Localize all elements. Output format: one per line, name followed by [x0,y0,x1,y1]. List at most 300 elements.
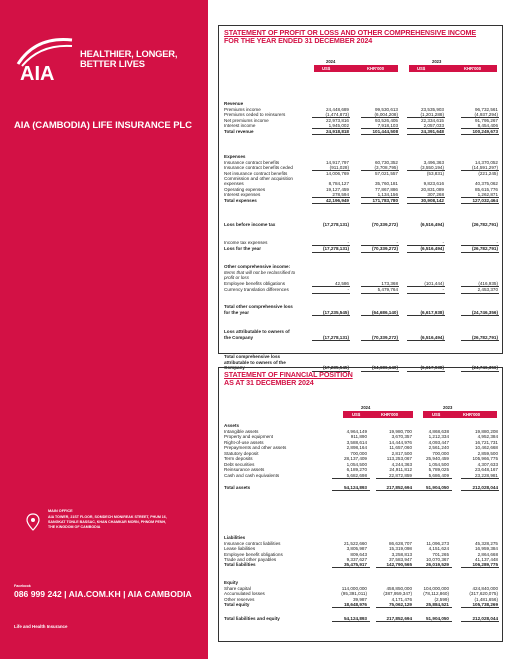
row-value: (24,746,356) [471,310,498,315]
row-label: Property and equipment [224,434,274,439]
row-value: 4,171,476 [391,597,412,602]
row-value: (317,620,075) [469,591,498,596]
rule-line [312,245,350,246]
row-label: Items that will not be reclassified to [224,270,296,275]
row-label: Net insurance contract benefits [224,171,288,176]
row-label: Revenue [224,101,244,106]
row-value: (3,708,795) [374,165,398,170]
row-value: 11,657,060 [389,445,412,450]
row-value: 101,444,508 [372,129,398,134]
row-label: Right-of-use assets [224,440,264,445]
row-value: 20,831,089 [421,187,444,192]
rule-line [376,567,414,568]
rule-line [414,621,452,622]
row-value: (1,474,873) [325,112,349,117]
row-value: 24,391,648 [421,129,444,134]
row-value: 85,615,776 [475,187,498,192]
row-value: 19,980,700 [389,429,412,434]
currency-label: KHR'000 [463,412,481,418]
row-value: (26,782,791) [471,335,498,340]
row-value: 6,189,270 [346,467,367,472]
row-label: Share capital [224,586,251,591]
rule-line [407,203,445,204]
row-label: Total expenses [224,198,257,203]
row-label: Company [224,365,245,370]
financial-position-title [224,371,353,387]
row-label: Net premiums income [224,118,269,123]
office-address-line: AIA TOWER, 21ST FLOOR, SOMDECH MONIREAK STREET, PHUM 16, [48,515,167,519]
row-value: 35,760,181 [375,181,398,186]
year-header-2024: 2024 [326,59,336,64]
rule-line [407,170,445,171]
rule-line [461,128,499,129]
row-value: (221,245) [478,171,498,176]
row-value: (2,599) [434,597,449,602]
row-value: (70,339,272) [371,222,398,227]
contact-label: Facebook [14,584,31,588]
rule-line [461,315,499,316]
row-value: (78,112,860) [423,591,449,596]
row-value: 1,054,500 [346,462,367,467]
row-label: Operating expenses [224,187,266,192]
rule-line [312,286,350,287]
row-value: 35,475,917 [344,562,367,567]
rule-line [332,621,370,622]
row-label: Interest expenses [224,192,261,197]
row-label: the Company [224,335,254,340]
row-value: 96,732,561 [475,107,498,112]
row-value: 4,151,624 [428,546,449,551]
row-value: - [442,287,444,292]
currency-label: US$ [417,66,426,72]
row-label: Assets [224,423,240,428]
rule-line [461,252,499,253]
profit-loss-title-line-1: STATEMENT OF PROFIT OR LOSS AND OTHER COMPREHENSIVE INCOME [224,28,477,37]
currency-label: US$ [352,412,361,418]
row-value: 212,028,044 [472,616,498,621]
row-value: 8,454,406 [477,123,498,128]
row-label: profit or loss [224,275,250,280]
currency-label: US$ [322,66,331,72]
rule-line [312,293,350,294]
rule-line [361,170,399,171]
row-label: Equity [224,580,239,585]
rule-line [407,315,445,316]
row-value: (6,004,208) [374,112,398,117]
row-value: 14,370,052 [475,160,498,165]
row-label: Other reserves [224,597,255,602]
row-value: (14,591,297) [471,165,498,170]
row-value: 809,643 [350,552,367,557]
rule-line [461,203,499,204]
row-value: (1,201,288) [420,112,444,117]
profit-loss-title-line-2: FOR THE YEAR ENDED 31 DECEMBER 2024 [224,36,373,46]
rule-line [461,286,499,287]
rule-line [361,134,399,135]
financial-position-statement [218,367,503,642]
aia-logo-mark [14,34,76,82]
row-value: 1,212,334 [428,434,449,439]
rule-line [312,170,350,171]
rule-line [407,340,445,341]
row-value: (64,686,140) [371,310,398,315]
row-label: Premiums income [224,107,261,112]
financial-position-title-line-2: AS AT 31 DECEMBER 2024 [224,378,314,388]
row-value: 4,868,638 [428,429,449,434]
row-value: (101,444) [424,281,444,286]
row-value: 91,795,267 [475,118,498,123]
row-value: 171,783,780 [372,198,398,203]
row-value: 3,258,813 [391,552,412,557]
row-value: 25,884,521 [426,602,449,607]
row-value: 39,987 [352,597,367,602]
rule-line [332,490,370,491]
row-value: 14,444,976 [389,440,412,445]
row-label: Liabilities [224,535,246,540]
row-value: 127,032,464 [472,198,498,203]
row-label: Total comprehensive loss [224,354,281,359]
row-value: 45,328,275 [475,541,498,546]
rule-line [312,203,350,204]
row-value: 4,964,149 [346,429,367,434]
row-value: 424,840,000 [472,586,498,591]
row-value: (64,686,140) [371,365,398,370]
row-value: 3,670,357 [391,434,412,439]
currency-label: US$ [432,412,441,418]
brand-panel [0,0,208,659]
row-value: 99,530,613 [375,107,398,112]
rule-line [461,621,499,622]
year-header-2023: 2023 [432,59,442,64]
rule-line [461,478,499,479]
rule-line [461,490,499,491]
row-value: 37,583,947 [389,557,412,562]
row-label: Cash and cash equivalents [224,473,280,478]
row-value: (53,831) [426,171,444,176]
office-address [48,509,203,530]
row-value: 701,265 [432,552,449,557]
row-value: 105,738,269 [472,602,498,607]
row-value: 16,959,384 [475,546,498,551]
row-label: Prepayments and other assets [224,445,287,450]
row-value: 11,096,273 [426,541,449,546]
row-value: 173,368 [381,281,398,286]
row-value: 3,496,363 [423,160,444,165]
row-value: - [347,240,349,245]
rule-line [361,293,399,294]
row-value: (70,339,272) [371,335,398,340]
row-label: Total assets [224,485,251,490]
row-label: Total equity [224,602,250,607]
row-label: Accumulated losses [224,591,265,596]
row-value: (6,617,938) [420,310,444,315]
rule-line [461,293,499,294]
rule-line [407,252,445,253]
row-value: 19,127,459 [326,187,349,192]
currency-label: KHR'000 [367,66,385,72]
row-value: 21,522,660 [344,541,367,546]
rule-line [407,128,445,129]
row-value: 8,784,127 [328,181,349,186]
row-label: Reinsurance assets [224,467,265,472]
rule-line [312,315,350,316]
rule-line [361,117,399,118]
row-value: 22,334,615 [421,118,444,123]
row-label: Employee benefits obligations [224,281,286,286]
row-value: (4,937,294) [474,112,498,117]
row-value: 75,062,129 [389,602,412,607]
row-label: Debt securities [224,462,255,467]
row-value: 24,918,818 [326,129,349,134]
row-value: 2,817,500 [391,451,412,456]
rule-line [376,621,414,622]
row-value: 24,911,812 [389,467,412,472]
row-value: (17,278,131) [322,335,349,340]
row-value: 16,721,731 [475,440,498,445]
rule-line [376,490,414,491]
row-value: (911,028) [329,165,349,170]
row-value: (387,959,347) [383,591,412,596]
row-value: 458,850,000 [386,586,412,591]
rule-line [407,286,445,287]
row-label: Loss before income tax [224,222,276,227]
rule-line [414,478,452,479]
row-value: 14,917,797 [326,160,349,165]
currency-header-2023 [409,65,497,72]
row-label: attributable to owners of the [224,360,286,365]
row-value: 41,137,448 [475,557,498,562]
row-value: 26,019,529 [426,562,449,567]
profit-loss-title [224,29,476,45]
row-value: (70,339,272) [371,246,398,251]
rule-line [376,607,414,608]
row-value: 100,249,673 [472,129,498,134]
row-value: 1,262,871 [477,192,498,197]
year-header-2023: 2023 [443,405,453,410]
row-label: Insurance contract benefits ceded [224,165,293,170]
rule-line [407,245,445,246]
row-value: 15,319,098 [389,546,412,551]
rule-line [361,340,399,341]
row-value: 22,872,859 [389,473,412,478]
rule-line [361,128,399,129]
rule-line [407,134,445,135]
row-label: Insurance contract benefits [224,160,280,165]
row-label: Commission and other acquisition [224,176,293,181]
row-label: Total revenue [224,129,254,134]
logo-text: AIA [20,63,55,82]
rule-line [414,490,452,491]
rule-line [312,340,350,341]
row-value: 9,823,616 [423,181,444,186]
row-value: 307,268 [427,192,444,197]
row-value: (6,516,494) [420,222,444,227]
row-value: 217,852,694 [386,485,412,490]
currency-label: KHR'000 [464,66,482,72]
row-value: - [396,240,398,245]
rule-line [461,245,499,246]
row-value: 2,453,370 [477,287,498,292]
row-label: Total other comprehensive loss [224,304,293,309]
row-value: 4,307,633 [477,462,498,467]
rule-line [461,197,499,198]
row-value: 5,682,698 [346,473,367,478]
rule-line [407,117,445,118]
rule-line [312,252,350,253]
row-value: 5,686,409 [428,473,449,478]
row-value: 60,730,352 [375,160,398,165]
rule-line [461,567,499,568]
row-value: 4,244,363 [391,462,412,467]
row-value: (17,235,545) [322,310,349,315]
row-value: 54,124,893 [344,485,367,490]
financial-position-title-line-1: STATEMENT OF FINANCIAL POSITION [224,370,353,379]
row-label: Interest income [224,123,256,128]
row-value: 10,070,367 [426,557,449,562]
row-label: Statutory deposit [224,451,259,456]
row-value: (26,782,791) [471,222,498,227]
row-value: 105,966,775 [472,456,498,461]
row-value: - [442,240,444,245]
rule-line [407,197,445,198]
row-label: Premiums ceded to reinsurers [224,112,286,117]
rule-line [376,478,414,479]
row-value: 23,648,167 [475,467,498,472]
row-value: 104,000,000 [423,586,449,591]
row-value: 2,561,240 [428,445,449,450]
row-value: 3,805,987 [346,546,367,551]
row-label: for the year [224,310,250,315]
row-value: 2,898,164 [346,445,367,450]
row-label: Loss attributable to owners of [224,329,290,334]
row-label: Employee benefit obligations [224,552,283,557]
row-value: 25,940,459 [426,456,449,461]
rule-line [361,252,399,253]
row-value: (24,746,356) [471,365,498,370]
row-value: 93,526,405 [375,118,398,123]
rule-line [361,245,399,246]
currency-header-2023 [423,411,497,418]
rule-line [461,607,499,608]
location-pin-icon [26,513,40,531]
tagline-line-1: HEALTHIER, LONGER, [80,48,178,59]
row-value: (6,617,938) [420,365,444,370]
row-value: 10,462,668 [475,445,498,450]
row-value: 9,337,627 [346,557,367,562]
row-value: (416,935) [478,281,498,286]
row-label: Other comprehensive income: [224,264,291,269]
rule-line [312,197,350,198]
currency-header-2024 [314,65,398,72]
rule-line [461,170,499,171]
row-label: expenses [224,181,244,186]
row-value: 5,789,025 [428,467,449,472]
row-value: 24,448,689 [326,107,349,112]
row-value: 51,904,050 [426,485,449,490]
row-value: 4,952,384 [477,434,498,439]
row-value: (17,278,131) [322,222,349,227]
row-value: (6,516,494) [420,246,444,251]
rule-line [312,117,350,118]
office-address-line: THE KINGDOM OF CAMBODIA [48,525,101,529]
rule-line [461,134,499,135]
row-value: 278,594 [332,192,349,197]
rule-line [361,286,399,287]
rule-line [414,607,452,608]
rule-line [332,567,370,568]
row-value: - [347,287,349,292]
row-label: Term deposits [224,456,253,461]
office-address-line: SANGKAT TONLE BASSAC, KHAN CHAMKAR MORN, PHNOM PENH, [48,520,167,524]
row-value: 28,137,409 [344,456,367,461]
row-value: 113,253,067 [386,456,412,461]
tagline [80,49,180,69]
rule-line [461,340,499,341]
row-label: Currency translation differences [224,287,289,292]
company-name: AIA (CAMBODIA) LIFE INSURANCE PLC [14,120,192,131]
row-value: 3,588,614 [346,440,367,445]
rule-line [414,567,452,568]
row-value: (26,782,791) [471,246,498,251]
row-value: 700,000 [350,451,367,456]
footer-note: Life and Health Insurance [14,624,68,629]
row-value: 23,535,903 [421,107,444,112]
row-value: 1,134,156 [377,192,398,197]
row-value: 700,000 [432,451,449,456]
currency-header-2024 [343,411,413,418]
row-value: 40,375,062 [475,181,498,186]
row-value: 212,028,044 [472,485,498,490]
rule-line [361,315,399,316]
row-value: 7,918,103 [377,123,398,128]
row-value: 18,648,976 [344,602,367,607]
row-value: 1,945,002 [328,123,349,128]
row-value: - [496,240,498,245]
row-value: 42,586 [334,281,349,286]
row-value: 2,859,500 [477,451,498,456]
row-value: 4,093,447 [428,440,449,445]
year-header-2024: 2024 [361,405,371,410]
row-label: Lease liabilities [224,546,256,551]
row-value: 42,196,949 [326,198,349,203]
row-value: (17,235,545) [322,365,349,370]
row-value: 14,006,769 [326,171,349,176]
rule-line [461,117,499,118]
row-value: 51,904,050 [426,616,449,621]
row-label: Intangible assets [224,429,259,434]
row-value: 106,289,775 [472,562,498,567]
row-value: 2,864,668 [477,552,498,557]
rule-line [407,293,445,294]
row-value: (6,516,494) [420,335,444,340]
row-label: Trade and other payables [224,557,277,562]
row-value: 1,054,500 [428,462,449,467]
row-value: 2,057,033 [423,123,444,128]
row-label: Insurance contract liabilities [224,541,281,546]
office-title: MAIN OFFICE [48,509,73,513]
row-value: 54,124,893 [344,616,367,621]
row-label: Income tax expenses [224,240,268,245]
row-value: (17,278,131) [322,246,349,251]
tagline-line-2: BETTER LIVES [80,58,145,69]
rule-line [312,134,350,135]
row-value: (95,391,011) [341,591,367,596]
rule-line [312,128,350,129]
row-label: Total liabilities and equity [224,616,280,621]
row-value: 5,479,764 [377,287,398,292]
rule-line [332,607,370,608]
row-value: 142,790,565 [386,562,412,567]
